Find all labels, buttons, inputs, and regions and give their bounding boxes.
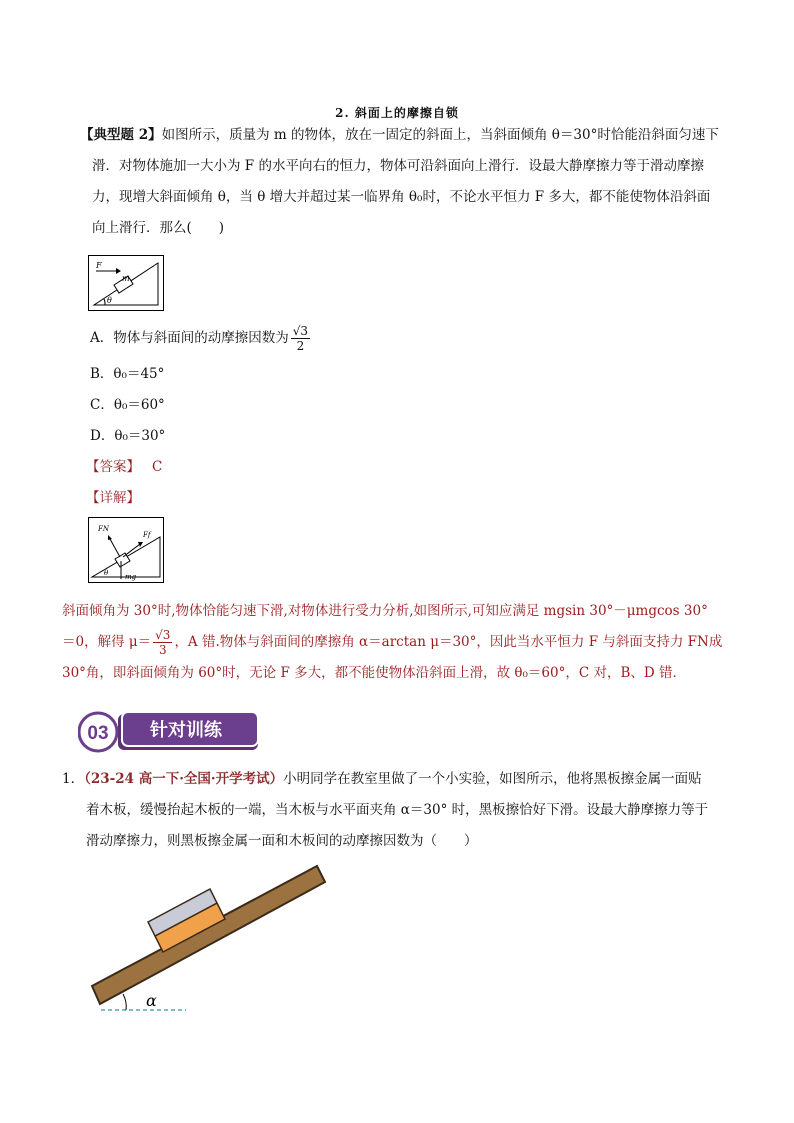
question-source: （23-24 高一下·全国·开学考试） xyxy=(84,771,284,787)
option-a-fraction xyxy=(291,324,310,353)
banner-title: 针对训练 xyxy=(150,720,222,741)
detail-label-text: 【详解】 xyxy=(86,490,140,506)
option-a-text: A．物体与斜面间的动摩擦因数为 xyxy=(90,330,289,346)
example-line-2: 滑．对物体施加一大小为 F 的水平向右的恒力，物体可沿斜面向上滑行．设最大静摩擦力等于滑动摩擦 xyxy=(92,158,704,174)
example-line-4: 向上滑行．那么( ) xyxy=(92,220,225,236)
label-alpha: α xyxy=(146,991,157,1010)
answer-label: 【答案】 xyxy=(86,459,140,475)
force-diagram xyxy=(88,517,164,583)
label-F: F xyxy=(96,261,102,270)
option-a[interactable] xyxy=(90,324,312,353)
normal-force-head xyxy=(108,535,112,540)
example-line-3: 力，现增大斜面倾角 θ，当 θ 增大并超过某一临界角 θ₀时，不论水平恒力 F 多大，都不能使物体沿斜面 xyxy=(92,189,711,205)
answer-value: C xyxy=(152,459,163,475)
board-eraser-figure xyxy=(88,858,333,1018)
question-1 xyxy=(62,764,732,857)
normal-force-line xyxy=(110,539,120,557)
option-d[interactable]: D．θ₀＝30° xyxy=(90,428,166,444)
question-line-3: 滑动摩擦力，则黑板擦金属一面和木板间的动摩擦因数为（ ） xyxy=(86,833,478,849)
detail-frac-num: √3 xyxy=(155,628,171,642)
label-theta: θ xyxy=(107,296,112,305)
label-FN: FN xyxy=(98,525,109,533)
detail-line-1: 斜面倾角为 30°时,物体恰能匀速下滑,对物体进行受力分析,如图所示,可知应满足 mgsin 30°－μmgcos 30° xyxy=(62,603,708,619)
option-a-den: 2 xyxy=(296,339,305,353)
detail-line-2-a: ＝0，解得 μ＝ xyxy=(62,634,152,650)
detail-frac-den: 3 xyxy=(158,643,167,657)
incline-figure xyxy=(88,255,164,311)
question-line-1: 小明同学在教室里做了一个小实验，如图所示，他将黑板擦金属一面贴 xyxy=(283,771,702,787)
detail-fraction xyxy=(153,628,172,657)
force-arrowhead xyxy=(116,268,121,274)
example-label: 【典型题 2】 xyxy=(80,127,162,143)
angle-arc xyxy=(104,299,105,305)
option-c[interactable]: C．θ₀＝60° xyxy=(90,397,165,413)
detail-line-3: 30°角，即斜面倾角为 60°时，无论 F 多大，都不能使物体沿斜面上滑，故 θ₀＝60°，C 对，B、D 错． xyxy=(62,665,687,681)
alpha-arc xyxy=(123,994,126,1010)
question-line-2: 着木板，缓慢抬起木板的一端，当木板与水平面夹角 α＝30° 时，黑板擦恰好下滑。设最大静摩擦力等于 xyxy=(86,802,709,818)
block-2 xyxy=(115,553,130,567)
example-line-1: 如图所示，质量为 m 的物体，放在一固定的斜面上，当斜面倾角 θ＝30°时恰能沿斜面匀速下 xyxy=(161,127,719,143)
detail-label xyxy=(86,488,140,508)
question-number: 1． xyxy=(62,771,85,787)
wooden-board xyxy=(92,866,325,1004)
detail-line-2 xyxy=(62,627,732,658)
section-title: 2. 斜面上的摩擦自锁 xyxy=(335,106,459,120)
label-m: m xyxy=(122,274,130,283)
detail-explanation xyxy=(62,596,732,689)
option-b[interactable]: B．θ₀＝45° xyxy=(90,366,165,382)
banner-number: 03 xyxy=(87,723,109,744)
label-theta-2: θ xyxy=(104,569,109,577)
section-banner xyxy=(78,710,268,754)
answer-row xyxy=(86,457,162,477)
label-mg: mg xyxy=(125,573,137,581)
example-problem xyxy=(80,120,720,244)
option-a-num: √3 xyxy=(292,324,309,338)
detail-line-2-b: ，A 错.物体与斜面间的摩擦角 α＝arctan μ＝30°，因此当水平恒力 F 与斜面支持力 FN成 xyxy=(174,634,723,650)
label-Ff: Ff xyxy=(143,531,151,539)
